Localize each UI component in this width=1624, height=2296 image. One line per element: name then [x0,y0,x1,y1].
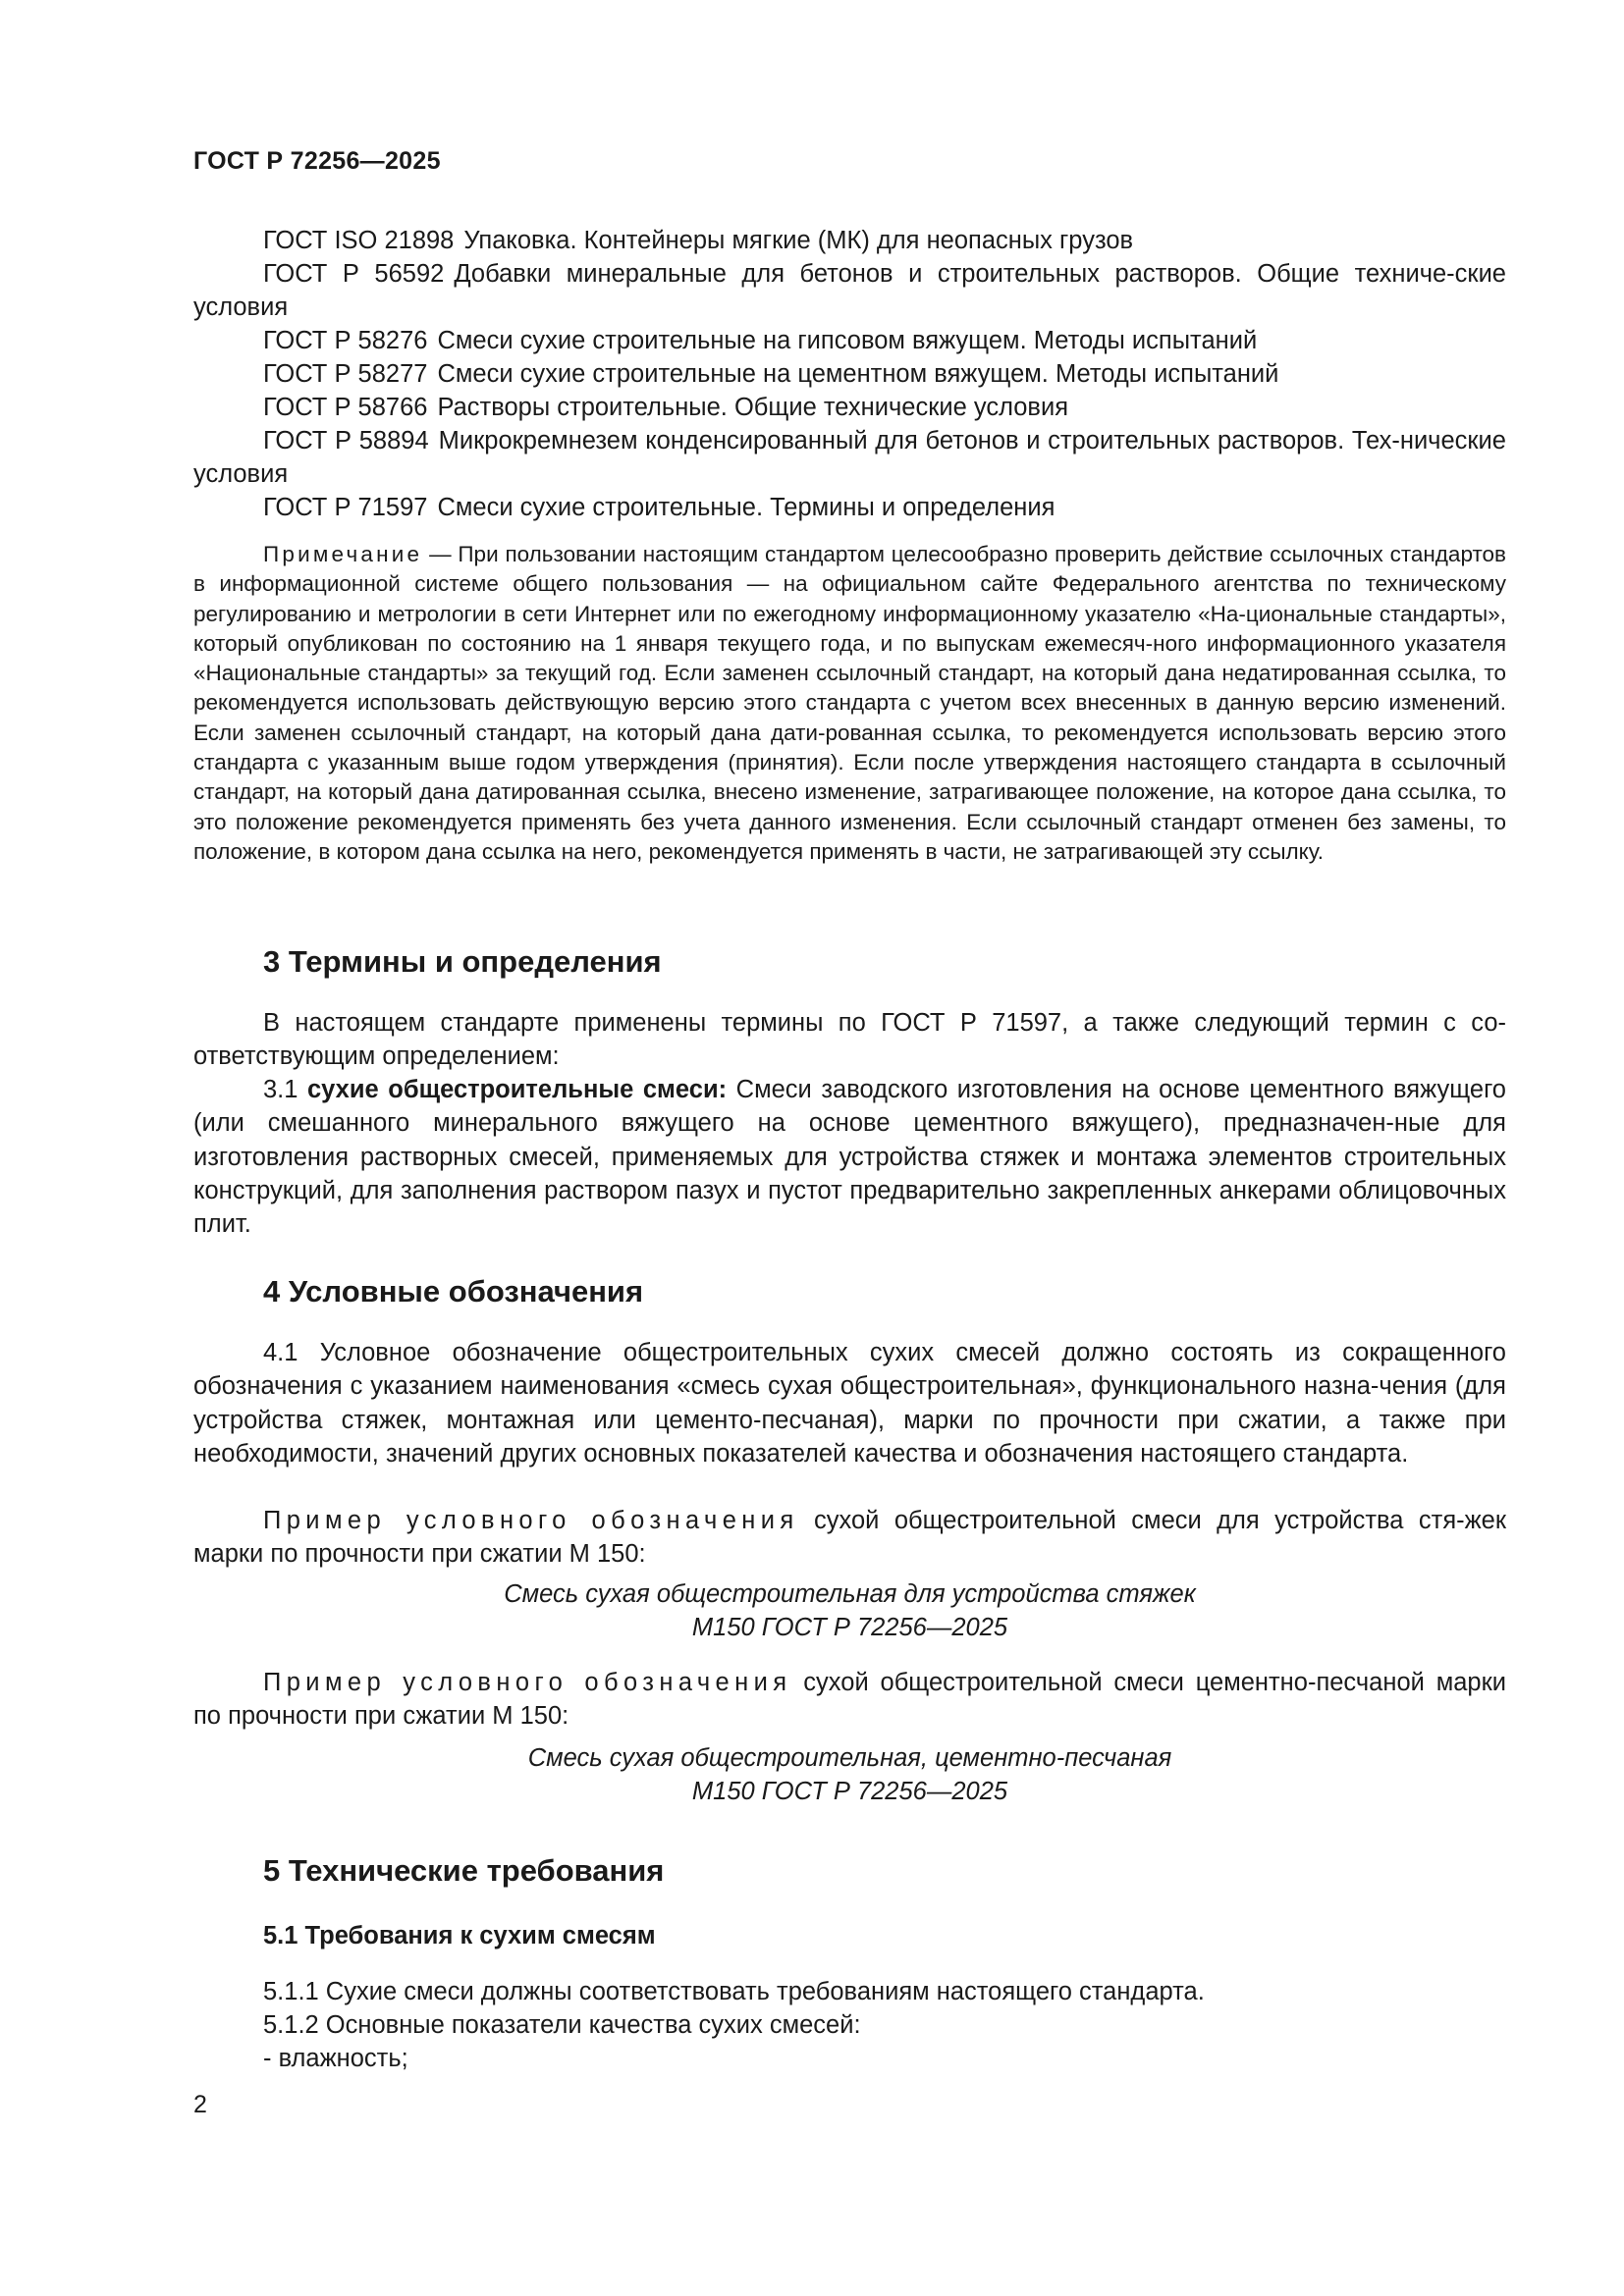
example-text: сухой общестроительной смеси цементно-песчаной марки по прочности при сжатии М 150: [193,1669,1506,1731]
note-text: — При пользовании настоящим стандартом целесообразно проверить действие ссылочных стандартов в информационной системе общего пользования — на официальном сайте Федерального агентства по техническому регулированию и метрологии в сети Интернет или по ежегодному информационному указателю «На-циональные стандарты», который опубликован по состоянию на 1 января текущего года, и по выпускам ежемесяч-ного информационного указателя «Национальные стандарты» за текущий год. Если заменен ссылочный стандарт, на который дана недатированная ссылка, то рекомендуется использовать действующую версию этого стандарта с учетом всех внесенных в данную версию изменений. Если заменен ссылочный стандарт, на который дана дати-рованная ссылка, то рекомендуется использовать версию этого стандарта с указанным выше годом утверждения (принятия). Если после утверждения настоящего стандарта в ссылочный стандарт, на который дана датированная ссылка, внесено изменение, затрагивающее положение, на которое дана ссылка, то это положение рекомендуется применять без учета данного изменения. Если ссылочный стандарт отменен без замены, то положение, в котором дана ссылка на него, рекомендуется применять в части, не затрагивающей эту ссылку. [193,542,1506,864]
reference-title: Смеси сухие строительные на гипсовом вяжущем. Методы испытаний [437,327,1258,354]
reference-item [193,224,1506,257]
normative-references-list [193,224,1506,524]
term-number: 3.1 [263,1076,298,1103]
reference-item [193,391,1506,424]
reference-title: Микрокремнезем конденсированный для бетонов и строительных растворов. Тех-нические условия [193,427,1506,488]
reference-title: Растворы строительные. Общие технические условия [437,394,1069,421]
formula-line: М150 ГОСТ Р 72256—2025 [691,1778,1008,1805]
term-definition-text: Смеси заводского изготовления на основе цементного вяжущего (или смешанного минерального вяжущего на основе цементного вяжущего), предназначен-ные для изготовления растворных смесей, применяемых для устройства стяжек и монтажа элементов строительных конструкций, для заполнения раствором пазух и пустот предварительно закрепленных анкерами облицовочных плит. [193,1076,1506,1239]
section-3-heading: 3 Термины и определения [263,944,662,979]
section-4-paragraph: 4.1 Условное обозначение общестроительных сухих смесей должно состоять из сокращенного обозначения с указанием наименования «смесь сухая общестроительная», функционального назна-чения (для устройства стяжек, монтажная или цементо-песчаная), марки по прочности при сжатии, а также при необходимости, значений других основных показателей качества и обозначения настоящего стандарта. [193,1339,1506,1468]
example-text: сухой общестроительной смеси для устройства стя-жек марки по прочности при сжатии М 150: [193,1507,1507,1569]
formula-line: Смесь сухая общестроительная, цементно-песчаная [527,1744,1172,1772]
reference-code: ГОСТ Р 56592 [263,260,445,288]
reference-code: ГОСТ Р 58276 [263,327,428,354]
paragraph-5-1-2: 5.1.2 Основные показатели качества сухих смесей: [263,2011,861,2039]
reference-item [193,424,1506,491]
section-3-intro: В настоящем стандарте применены термины по ГОСТ Р 71597, а также следующий термин с со-ответствующим определением: [193,1009,1506,1071]
list-item: - влажность; [263,2045,408,2072]
reference-code: ГОСТ Р 58894 [263,427,429,454]
reference-item [193,491,1506,524]
page-number: 2 [193,2091,207,2118]
subsection-5-1-heading: 5.1 Требования к сухим смесям [263,1922,656,1949]
formula-line: М150 ГОСТ Р 72256—2025 [691,1614,1008,1641]
reference-title: Смеси сухие строительные. Термины и определения [437,494,1056,521]
reference-title: Упаковка. Контейнеры мягкие (МК) для неопасных грузов [463,227,1134,254]
reference-item [193,257,1506,324]
reference-note [193,540,1506,867]
example-label: Пример условного обозначения [263,1507,799,1534]
section-4-heading: 4 Условные обозначения [263,1274,644,1308]
document-header: ГОСТ Р 72256—2025 [193,147,441,175]
reference-code: ГОСТ Р 71597 [263,494,428,521]
term-name: сухие общестроительные смеси: [307,1076,728,1103]
example-2-formula [193,1741,1506,1808]
example-2 [193,1666,1506,1734]
reference-code: ГОСТ ISO 21898 [263,227,455,254]
reference-code: ГОСТ Р 58766 [263,394,428,421]
reference-item [193,357,1506,391]
section-5-heading: 5 Технические требования [263,1853,665,1888]
paragraph-5-1-1: 5.1.1 Сухие смеси должны соответствовать требованиям настоящего стандарта. [263,1978,1205,2005]
reference-code: ГОСТ Р 58277 [263,360,428,388]
reference-title: Добавки минеральные для бетонов и строительных растворов. Общие техниче-ские условия [193,260,1506,321]
term-definition [193,1073,1506,1241]
example-1 [193,1504,1506,1572]
formula-line: Смесь сухая общестроительная для устройства стяжек [504,1580,1196,1608]
example-label: Пример условного обозначения [263,1669,792,1696]
note-label: Примечание [263,542,423,566]
reference-item [193,324,1506,357]
example-1-formula [193,1577,1506,1644]
reference-title: Смеси сухие строительные на цементном вяжущем. Методы испытаний [437,360,1279,388]
